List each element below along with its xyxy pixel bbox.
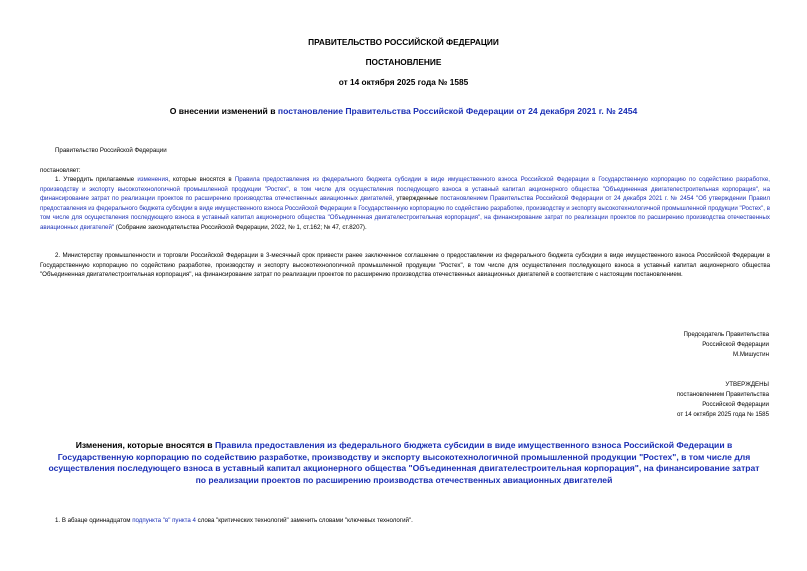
p1-end: (Собрание законодательства Российской Федерации, 2022, № 1, ст.162; № 47, ст.8207).: [114, 223, 367, 231]
document-subject: [0, 106, 807, 116]
signature-block: [683, 330, 769, 360]
approved-date: от 14 октября 2025 года № 1585: [677, 411, 769, 418]
signature-position: Председатель Правительства: [683, 331, 769, 338]
changes-rules-link[interactable]: Правила предоставления из федерального бюджета субсидии в виде имущественного взноса Российской Федерации в Государственную корпорацию по содействию разработке, производству и экспорту высокотехнологичной промышленной продукции "Ростех", в том числе для осуществления последующего взноса в уставный капитал акционерного общества "Объединенная двигателестроительная корпорация", на финансирование затрат по реализации проектов по расширению производства отечественных авиационных двигателей: [48, 440, 760, 485]
document-type: ПОСТАНОВЛЕНИЕ: [365, 57, 442, 67]
document-date-number: от 14 октября 2025 года № 1585: [338, 77, 469, 87]
change-item-1: [55, 516, 413, 526]
issuing-authority: Правительство Российской Федерации: [55, 147, 167, 154]
approved-by: постановлением Правительства: [676, 391, 769, 398]
p1-mid2: , утвержденные: [392, 195, 441, 203]
subject-prefix: О внесении изменений в: [169, 106, 278, 116]
decree-2454-link[interactable]: постановлением Правительства Российской Федерации от 24 декабря 2021 г. № 2454 "Об утверждении Правил предоставления из федерального бюджета субсидии в виде имущественного взноса Российской Федерации в Государственную корпорацию по содействию разработке, производству и экспорту высокотехнологичной промышленной продукции "Ростех", в том числе для осуществления последующего взноса в уставный капитал акционерного общества "Объединенная двигателестроительная корпорация", на финансирование затрат по реализации проектов по расширению производства отечественных авиационных двигателей": [40, 195, 771, 231]
changes-link[interactable]: изменения: [137, 176, 169, 183]
signature-org: Российской Федерации: [702, 341, 769, 348]
decides-word: постановляет:: [40, 167, 81, 174]
p1-mid1: , которые вносятся в: [168, 176, 235, 183]
paragraph-2: [40, 251, 770, 280]
approved-word: УТВЕРЖДЕНЫ: [725, 381, 769, 388]
government-header: ПРАВИТЕЛЬСТВО РОССИЙСКОЙ ФЕДЕРАЦИИ: [308, 37, 499, 47]
approved-org: Российской Федерации: [702, 401, 769, 408]
changes-title: [48, 440, 760, 486]
subparagraph-link[interactable]: подпункта "в" пункта 4: [132, 517, 196, 524]
paragraph-1: [40, 175, 770, 233]
changes-title-prefix: Изменения, которые вносятся в: [75, 440, 215, 450]
p1-start: 1. Утвердить прилагаемые: [55, 176, 138, 183]
amended-decree-link[interactable]: постановление Правительства Российской Федерации от 24 декабря 2021 г. № 2454: [277, 106, 638, 116]
item1-end: слова "критических технологий" заменить словами "ключевых технологий".: [195, 517, 413, 524]
signature-name: М.Мишустин: [733, 351, 769, 358]
approval-block: [677, 380, 769, 420]
p2-text: 2. Министерству промышленности и торговли Российской Федерации в 3-месячный срок привести ранее заключенное соглашение о предоставлении из федерального бюджета субсидии в виде имущественного взноса Российской Федерации в Государственную корпорацию по содействию разработке, производству и экспорту высокотехнологичной промышленной продукции "Ростех", в том числе для осуществления последующего взноса в уставный капитал акционерного общества "Объединенная двигателестроительная корпорация", на финансирование затрат по реализации проектов по расширению производства отечественных авиационных двигателей в соответствие с настоящим постановлением.: [40, 252, 770, 279]
item1-start: 1. В абзаце одиннадцатом: [55, 517, 133, 524]
rules-link[interactable]: Правила предоставления из федерального бюджета субсидии в виде имущественного взноса Российской Федерации в Государственную корпорацию по содействию разработке, производству и экспорту высокотехнологичной промышленной продукции "Ростех", в том числе для осуществления последующего взноса в уставный капитал акционерного общества "Объединенная двигателестроительная корпорация", на финансирование затрат по реализации проектов по расширению производства отечественных авиационных двигателей: [40, 176, 771, 203]
